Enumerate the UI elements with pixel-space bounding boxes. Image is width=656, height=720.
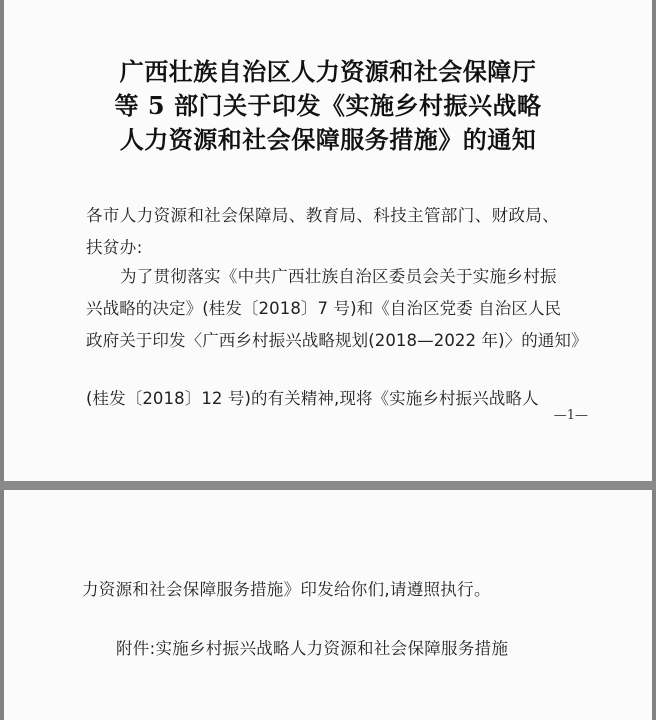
paragraph-line: 政府关于印发〈广西乡村振兴战略规划(2018—2022 年)〉的通知》 xyxy=(86,331,588,350)
attachment-line: 附件:实施乡村振兴战略人力资源和社会保障服务措施 xyxy=(116,639,509,658)
document-page-1 xyxy=(4,0,652,481)
paragraph-line: 为了贯彻落实《中共广西壮族自治区委员会关于实施乡村振 xyxy=(120,267,557,286)
addressee-line: 扶贫办: xyxy=(86,238,143,257)
page-separator xyxy=(0,481,656,490)
paragraph-line: 兴战略的决定》(桂发〔2018〕7 号)和《自治区党委 自治区人民 xyxy=(86,299,562,318)
title-line: 广西壮族自治区人力资源和社会保障厅 xyxy=(119,57,537,86)
document-page-2 xyxy=(4,490,652,720)
continuation-line: 力资源和社会保障服务措施》印发给你们,请遵照执行。 xyxy=(82,580,491,599)
addressee-line: 各市人力资源和社会保障局、教育局、科技主管部门、财政局、 xyxy=(86,206,560,225)
page-number: —1— xyxy=(553,408,588,423)
title-line: 等 5 部门关于印发《实施乡村振兴战略 xyxy=(114,91,542,120)
title-line: 人力资源和社会保障服务措施》的通知 xyxy=(119,125,537,154)
document-title xyxy=(4,55,652,157)
paragraph-line: (桂发〔2018〕12 号)的有关精神,现将《实施乡村振兴战略人 xyxy=(86,389,539,408)
